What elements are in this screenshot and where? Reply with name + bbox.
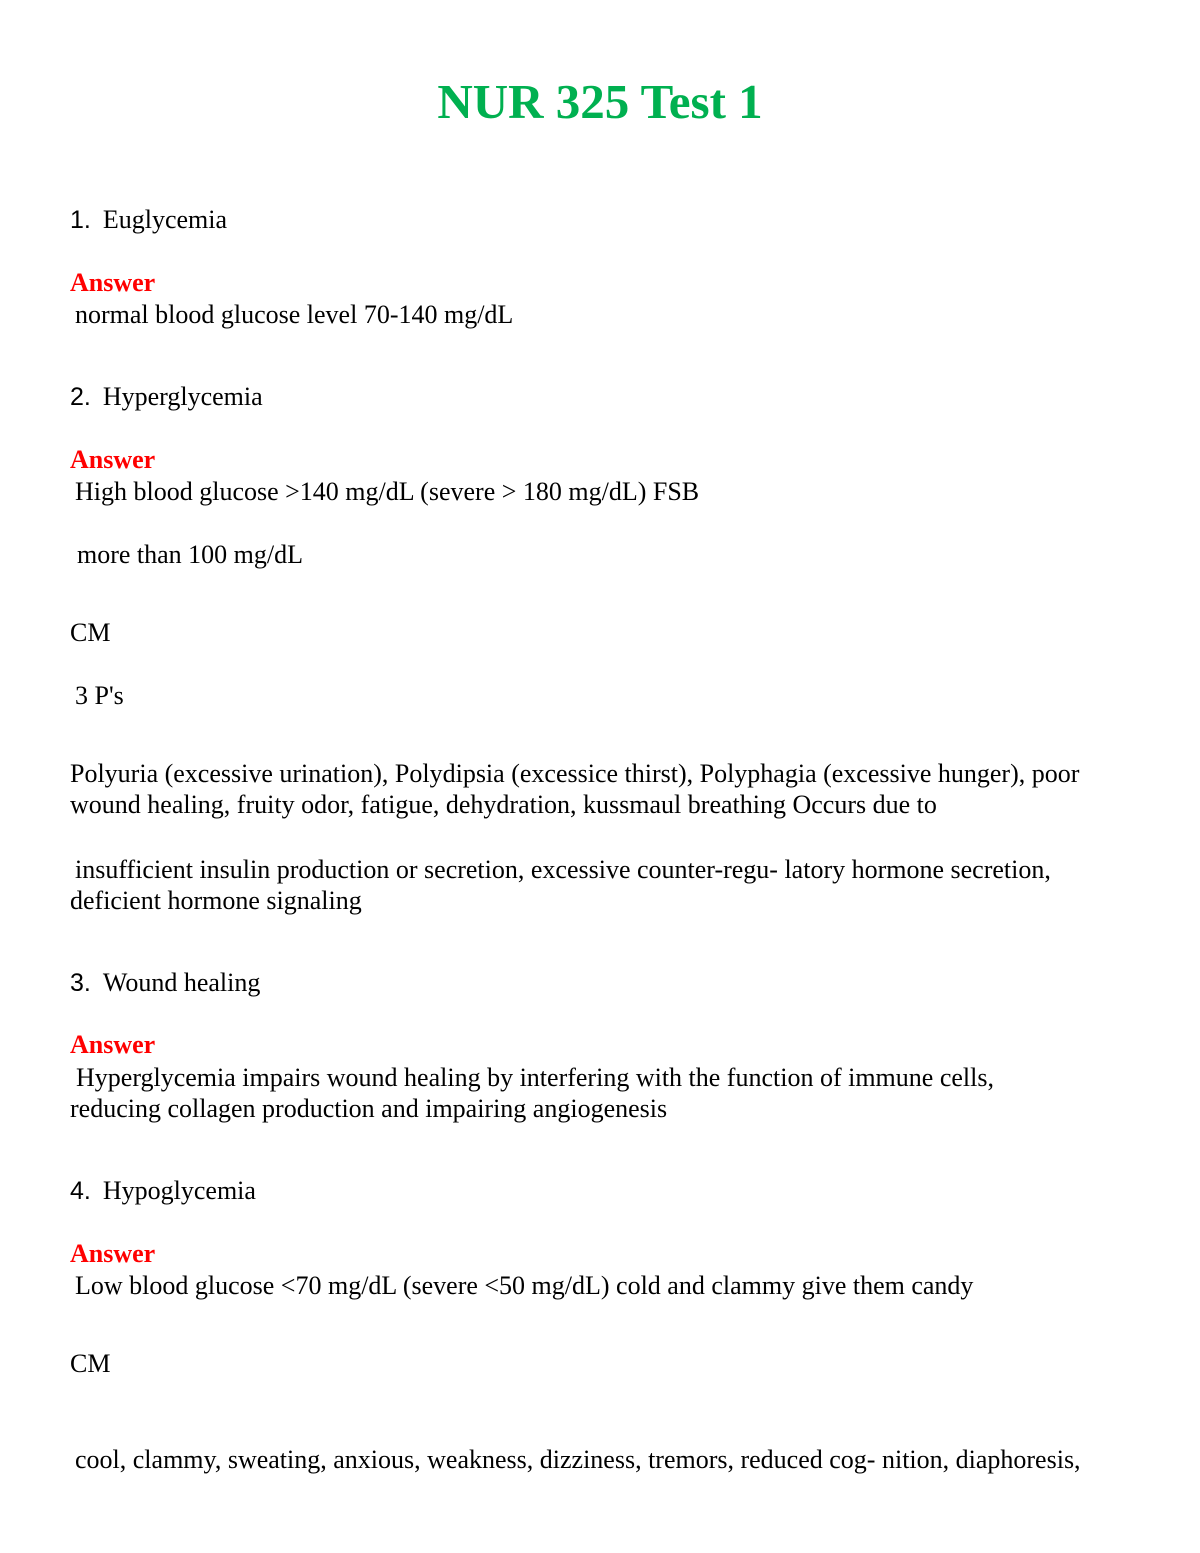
question-term: Hypoglycemia [102,1176,256,1205]
answer-text: CM [70,1349,111,1378]
answer-label: Answer [70,268,156,297]
answer-text: Hyperglycemia impairs wound healing by interfering with the function of immune cells, reducing collagen production and impairing angiogenesis [70,1063,994,1123]
question-number: 2. [70,383,91,411]
question-term: Euglycemia [102,205,228,234]
question-number: 3. [70,969,91,997]
answer-text: CM [70,618,111,647]
answer-text: cool, clammy, sweating, anxious, weakness, dizziness, tremors, reduced cog- nition, diaphoresis, [75,1445,1081,1474]
question-heading [70,381,263,413]
answer-text: more than 100 mg/dL [77,540,304,569]
answer-text: Low blood glucose <70 mg/dL (severe <50 mg/dL) cold and clammy give them candy [75,1271,974,1300]
question-term: Wound healing [102,968,261,997]
question-heading [70,1175,256,1207]
question-term: Hyperglycemia [102,382,263,411]
question-heading [70,204,227,236]
answer-label: Answer [70,1030,156,1059]
page-title: NUR 325 Test 1 [437,74,763,129]
answer-text: Polyuria (excessive urination), Polydipsia (excessice thirst), Polyphagia (excessive hunger), poor wound healing, fruity odor, fatigue, dehydration, kussmaul breathing Occurs due to [70,759,1080,819]
answer-text: 3 P's [75,681,124,710]
answer-text: High blood glucose >140 mg/dL (severe > 180 mg/dL) FSB [75,477,700,506]
answer-text: insufficient insulin production or secretion, excessive counter-regu- latory hormone secretion, deficient hormone signaling [70,855,1051,915]
answer-label: Answer [70,1239,156,1268]
question-heading [70,967,260,999]
answer-label: Answer [70,445,156,474]
question-number: 1. [70,206,91,234]
question-number: 4. [70,1177,91,1205]
answer-text: normal blood glucose level 70-140 mg/dL [75,300,514,329]
